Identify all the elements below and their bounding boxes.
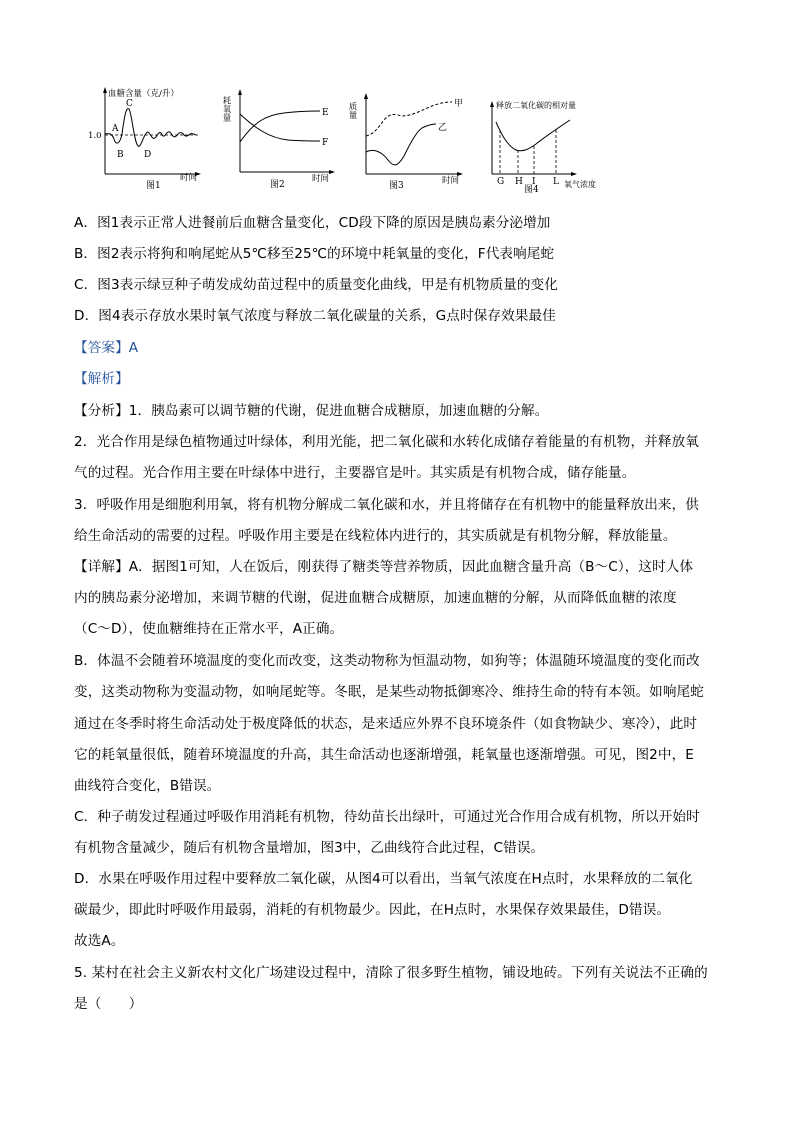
- analysis-line: 气的过程。光合作用主要在叶绿体中进行，主要器官是叶。其实质是有机物合成，储存能量。: [74, 465, 636, 481]
- answer-label: 【答案】A: [74, 340, 139, 356]
- figure-2-ylabel: 耗氧量: [221, 96, 231, 122]
- figure-4-graph: [484, 84, 609, 194]
- detail-line: 通过在冬季时将生命活动处于极度降低的状态，是来适应外界不良环境条件（如食物缺少、寒冷），此时: [74, 716, 698, 732]
- figure-3-ylabel: 质量: [347, 102, 357, 119]
- figure-1-point-b: B: [117, 150, 124, 160]
- detail-line: 变，这类动物称为变温动物，如响尾蛇等。冬眠，是某些动物抵御寒冷、维持生命的特有本领。如响尾蛇: [74, 684, 704, 700]
- figure-1-ytick: 1.0: [88, 131, 102, 141]
- figure-4: [484, 84, 609, 198]
- figure-2-series-f: F: [322, 138, 329, 148]
- figure-2: [221, 84, 339, 198]
- question-5-line: 5. 某村在社会主义新农村文化广场建设过程中，清除了很多野生植物，铺设地砖。下列有关说法不正确的: [74, 965, 708, 981]
- detail-line: 有机物含量减少，随后有机物含量增加，图3中，乙曲线符合此过程，C错误。: [74, 840, 545, 856]
- detail-line: 曲线符合变化，B错误。: [74, 778, 221, 794]
- option-c: C．图3表示绿豆种子萌发成幼苗过程中的质量变化曲线，甲是有机物质量的变化: [74, 277, 558, 293]
- figure-4-ylabel: 释放二氧化碳的相对量: [496, 101, 576, 110]
- figure-2-caption: 图2: [270, 180, 285, 190]
- figure-1-xlabel: 时间: [180, 173, 198, 183]
- question-5-line: 是（ ）: [74, 996, 143, 1012]
- detail-line: （C～D），使血糖维持在正常水平，A正确。: [74, 621, 344, 637]
- figure-1-caption: 图1: [146, 181, 161, 191]
- detail-line: B．体温不会随着环境温度的变化而改变，这类动物称为恒温动物，如狗等；体温随环境温度的变化而改: [74, 653, 700, 669]
- figure-3: [347, 84, 467, 198]
- analysis-line: 3．呼吸作用是细胞利用氧，将有机物分解成二氧化碳和水，并且将储存在有机物中的能量释放出来，供: [74, 497, 699, 513]
- figure-4-point-l: L: [553, 177, 559, 187]
- option-b: B．图2表示将狗和响尾蛇从5℃移至25℃的环境中耗氧量的变化，F代表响尾蛇: [74, 246, 555, 262]
- figure-3-graph: [347, 84, 467, 194]
- figure-4-point-i: I: [532, 177, 536, 187]
- analysis-line: 【分析】1．胰岛素可以调节糖的代谢，促进血糖合成糖原，加速血糖的分解。: [74, 403, 549, 419]
- figure-4-xlabel: 氧气浓度: [564, 180, 596, 189]
- figure-1: [88, 84, 203, 198]
- figure-1-ylabel: 血糖含量（克/升）: [108, 89, 179, 99]
- figure-1-point-c: C: [126, 99, 133, 109]
- detail-line: D．水果在呼吸作用过程中要释放二氧化碳，从图4可以看出，当氧气浓度在H点时，水果释放的二氧化: [74, 871, 693, 887]
- detail-line: 它的耗氧量很低，随着环境温度的升高，其生命活动也逐渐增强，耗氧量也逐渐增强。可见，图2中，E: [74, 747, 694, 763]
- option-d: D．图4表示存放水果时氧气浓度与释放二氧化碳量的关系，G点时保存效果最佳: [74, 308, 556, 324]
- figure-1-graph: [88, 84, 203, 194]
- figure-1-point-a: A: [112, 124, 119, 134]
- analysis-line: 给生命活动的需要的过程。呼吸作用主要是在线粒体内进行的，其实质就是有机物分解，释放能量。: [74, 528, 677, 544]
- detail-line: 内的胰岛素分泌增加，来调节糖的代谢，促进血糖合成糖原，加速血糖的分解，从而降低血糖的浓度: [74, 590, 677, 606]
- detail-line: 碳最少，即此时呼吸作用最弱，消耗的有机物最少。因此，在H点时，水果保存效果最佳，D错误。: [74, 902, 671, 918]
- figure-4-caption: 图4: [524, 185, 539, 195]
- analysis-label: 【解析】: [74, 371, 129, 387]
- analysis-line: 2．光合作用是绿色植物通过叶绿体，利用光能，把二氧化碳和水转化成储存着能量的有机物，并释放氧: [74, 434, 699, 450]
- detail-line: 【详解】A．据图1可知，人在饭后，刚获得了糖类等营养物质，因此血糖含量升高（B～C），这时人体: [74, 559, 694, 575]
- option-a: A．图1表示正常人进餐前后血糖含量变化，CD段下降的原因是胰岛素分泌增加: [74, 215, 551, 231]
- figure-1-point-d: D: [144, 150, 152, 160]
- conclusion-line: 故选A。: [74, 933, 125, 949]
- figure-row: [88, 84, 608, 194]
- figure-4-point-h: H: [515, 177, 523, 187]
- figure-3-series-jia: 甲: [454, 99, 464, 109]
- figure-2-graph: [221, 84, 339, 194]
- figure-3-xlabel: 时间: [442, 176, 460, 186]
- figure-3-caption: 图3: [389, 181, 404, 191]
- figure-3-series-yi: 乙: [438, 123, 448, 133]
- figure-4-point-g: G: [497, 177, 505, 187]
- figure-2-series-e: E: [322, 108, 329, 118]
- figure-2-xlabel: 时间: [312, 174, 330, 184]
- detail-line: C．种子萌发过程通过呼吸作用消耗有机物，待幼苗长出绿叶，可通过光合作用合成有机物，所以开始时: [74, 809, 700, 825]
